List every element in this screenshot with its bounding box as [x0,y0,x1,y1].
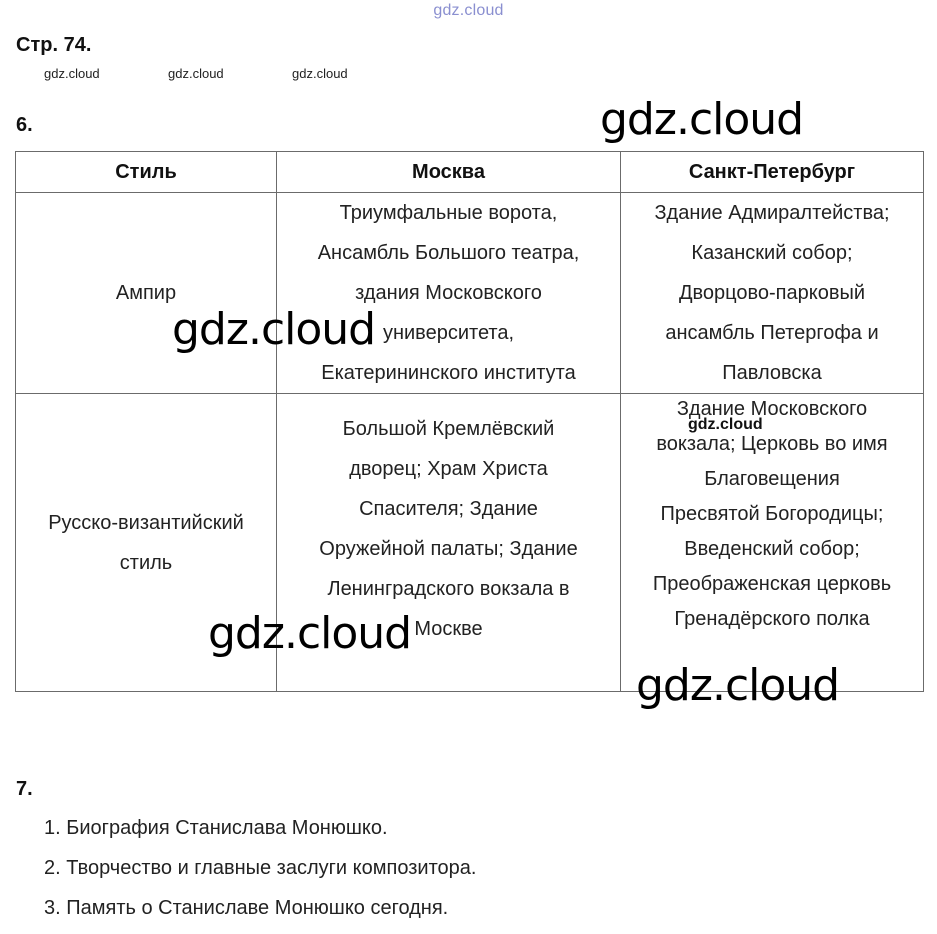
styles-table [15,151,924,692]
cell-line: дворец; Храм Христа [349,458,548,480]
cell-line: Екатерининского института [321,362,576,384]
cell-line: Триумфальные ворота, [339,202,558,224]
cell-line: Москве [414,618,483,640]
cell-line: университета, [382,322,515,344]
cell-line: Ампир [115,282,177,304]
watermark-large-1: gdz.cloud [600,94,804,145]
header-style: Стиль [16,152,277,193]
watermark-top: gdz.cloud [433,2,504,19]
cell-line: Оружейной палаты; Здание [319,538,578,560]
spb-cell-empire [621,193,924,394]
cell-line: вокзала; Церковь во имя [656,433,888,455]
cell-line: Благовещения [704,468,840,490]
cell-line: Здание Московского [676,398,868,420]
watermark-inline: gdz.cloud [688,416,763,433]
table-row [16,394,924,692]
watermark-small-3: gdz.cloud [292,66,348,81]
cell-line: Ансамбль Большого театра, [317,242,580,264]
cell-line: Пресвятой Богородицы; [660,503,884,525]
cell-line: Введенский собор; [684,538,860,560]
header-spb: Санкт-Петербург [621,152,924,193]
cell-line: Гренадёрского полка [674,608,870,630]
moscow-cell-empire [277,193,621,394]
list-item: 3. Память о Станиславе Монюшко сегодня. [44,897,449,919]
watermark-large-3: gdz.cloud [208,608,412,659]
cell-line: ансамбль Петергофа и [665,322,879,344]
table-header-row [16,152,924,193]
cell-line: стиль [119,551,173,574]
cell-line: Дворцово-парковый [678,282,866,304]
spb-cell-russo-byzantine [621,394,924,692]
cell-line: Казанский собор; [691,242,853,264]
answer-list [44,808,476,928]
cell-line: Павловска [722,362,822,384]
watermark-small-1: gdz.cloud [44,66,100,81]
task-6-number: 6. [16,114,33,136]
list-item: 1. Биография Станислава Монюшко. [44,817,388,839]
header-moscow: Москва [277,152,621,193]
watermark-small-2: gdz.cloud [168,66,224,81]
cell-line: Спасителя; Здание [359,498,538,520]
watermark-large-2: gdz.cloud [172,304,376,355]
cell-line: Большой Кремлёвский [342,418,555,440]
page-heading: Стр. 74. [16,34,92,56]
list-item: 2. Творчество и главные заслуги композитора. [44,857,477,879]
cell-line: Ленинградского вокзала в [327,578,570,600]
task-7-number: 7. [16,778,33,800]
style-cell-empire [16,193,277,394]
watermark-large-4: gdz.cloud [636,660,840,711]
cell-line: Здание Адмиралтейства; [654,202,890,224]
cell-line: здания Московского [355,282,542,304]
table-row [16,193,924,394]
cell-line: Преображенская церковь [652,573,892,595]
cell-line: Русско-византийский [48,511,244,534]
